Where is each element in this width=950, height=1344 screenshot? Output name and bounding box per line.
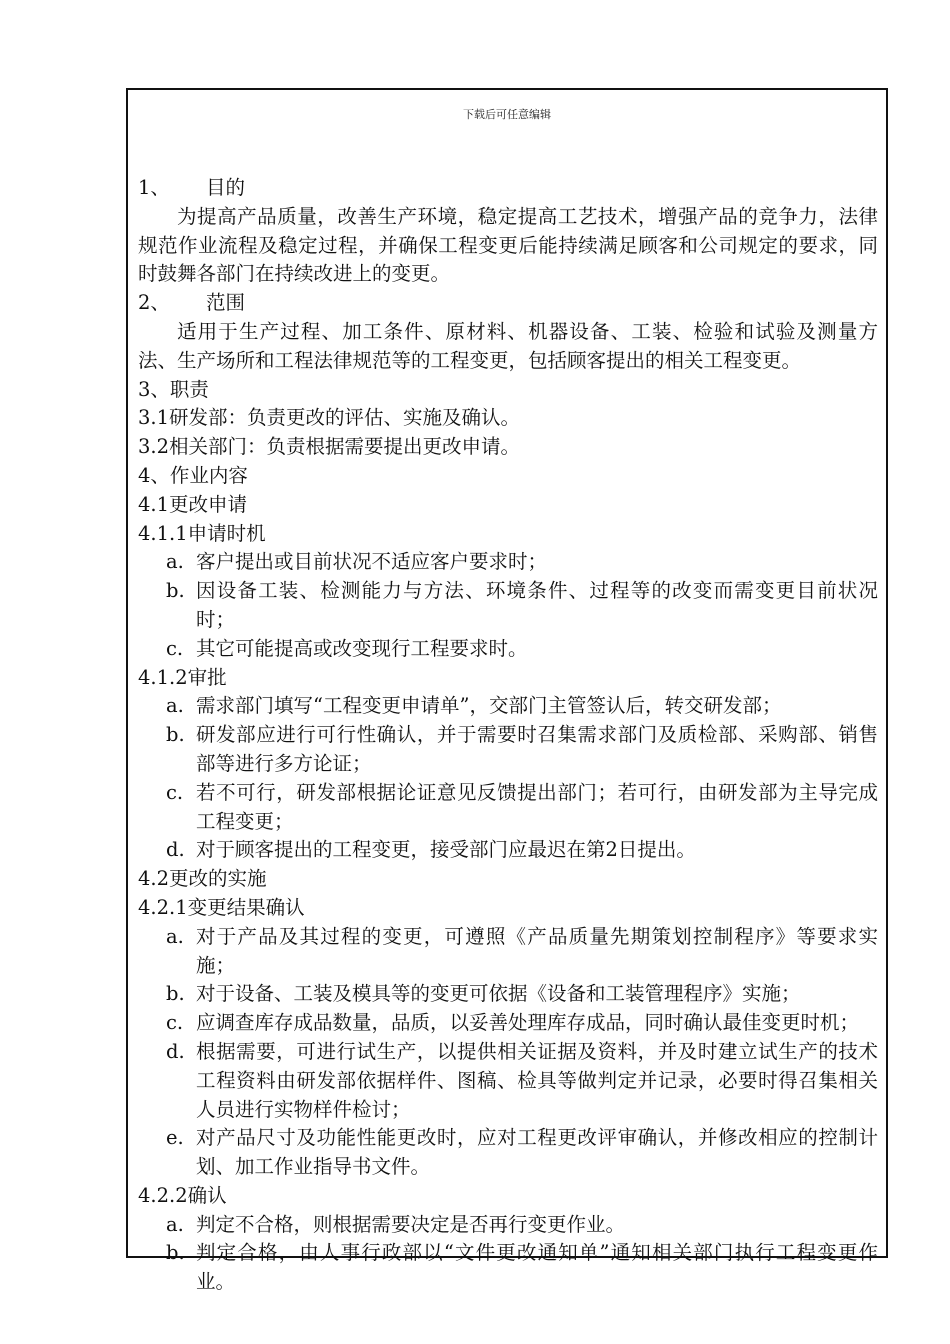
section-1-heading bbox=[138, 174, 878, 203]
list-item-marker: b. bbox=[166, 1241, 185, 1265]
section-1-paragraph: 为提高产品质量，改善生产环境，稳定提高工艺技术，增强产品的竞争力，法律规范作业流程及稳定过程，并确保工程变更后能持续满足顾客和公司规定的要求，同时鼓舞各部门在持续改进上的变更。 bbox=[138, 204, 878, 286]
list-item-text: 对于设备、工装及模具等的变更可依据《设备和工装管理程序》实施； bbox=[196, 982, 801, 1006]
list-item-text: 应调查库存成品数量，品质，以妥善处理库存成品，同时确认最佳变更时机； bbox=[196, 1011, 860, 1035]
section-4-2-1-heading: 4.2.1变更结果确认 bbox=[138, 895, 305, 919]
section-4-2-heading: 4.2更改的实施 bbox=[138, 867, 267, 891]
list-item bbox=[138, 1124, 878, 1182]
section-2-paragraph: 适用于生产过程、加工条件、原材料、机器设备、工装、检验和试验及测量方法、生产场所和工程法律规范等的工程变更，包括顾客提出的相关工程变更。 bbox=[138, 319, 878, 372]
list-item bbox=[138, 721, 878, 779]
list-item bbox=[138, 548, 878, 577]
list-item bbox=[138, 1239, 878, 1297]
list-item-marker: a. bbox=[166, 550, 184, 574]
section-4-2-2-heading: 4.2.2确认 bbox=[138, 1183, 227, 1207]
section-number: 2、 bbox=[138, 291, 170, 315]
list-item-text: 判定不合格，则根据需要决定是否再行变更作业。 bbox=[196, 1212, 626, 1236]
list-item-text: 对于顾客提出的工程变更，接受部门应最迟在第2日提出。 bbox=[196, 838, 696, 862]
section-number: 1、 bbox=[138, 176, 170, 199]
list-item bbox=[138, 1211, 878, 1240]
list-item-text: 需求部门填写“工程变更申请单”，交部门主管签认后，转交研发部； bbox=[196, 694, 782, 718]
section-4-1-heading: 4.1更改申请 bbox=[138, 492, 248, 516]
list-item-marker: a. bbox=[166, 924, 184, 948]
list-item-marker: a. bbox=[166, 694, 184, 718]
list-item-marker: b. bbox=[166, 723, 185, 747]
list-item-text: 判定合格，由人事行政部以“文件更改通知单”通知相关部门执行工程变更作业。 bbox=[196, 1241, 878, 1294]
section-4-heading: 4、作业内容 bbox=[138, 463, 248, 487]
list-item-marker: d. bbox=[166, 838, 185, 862]
list-item-text: 对于产品及其过程的变更，可遵照《产品质量先期策划控制程序》等要求实施； bbox=[196, 924, 878, 977]
list-item bbox=[138, 980, 878, 1009]
section-3-1: 3.1研发部：负责更改的评估、实施及确认。 bbox=[138, 406, 521, 430]
list-item-marker: d. bbox=[166, 1039, 185, 1063]
list-item bbox=[138, 692, 878, 721]
list-item-text: 因设备工装、检测能力与方法、环境条件、过程等的改变而需变更目前状况时； bbox=[196, 579, 878, 631]
list-item-text: 其它可能提高或改变现行工程要求时。 bbox=[196, 636, 528, 660]
list-4-1-1 bbox=[138, 548, 878, 663]
list-item-marker: c. bbox=[166, 1011, 184, 1035]
list-item-text: 研发部应进行可行性确认，并于需要时召集需求部门及质检部、采购部、销售部等进行多方论证； bbox=[196, 723, 878, 775]
list-item-marker: e. bbox=[166, 1126, 184, 1150]
header-note: 下载后可任意编辑 bbox=[463, 108, 551, 121]
list-4-2-1 bbox=[138, 923, 878, 1182]
section-4-1-2-heading: 4.1.2审批 bbox=[138, 665, 227, 689]
list-item bbox=[138, 923, 878, 981]
list-item-marker: c. bbox=[166, 780, 184, 804]
list-4-1-2 bbox=[138, 692, 878, 865]
section-3-heading: 3、职责 bbox=[138, 377, 209, 401]
list-item-marker: b. bbox=[166, 579, 185, 603]
list-item-text: 若不可行，研发部根据论证意见反馈提出部门；若可行，由研发部为主导完成工程变更； bbox=[196, 780, 878, 833]
list-item-marker: a. bbox=[166, 1212, 184, 1236]
list-item-text: 客户提出或目前状况不适应客户要求时； bbox=[196, 550, 548, 574]
list-item bbox=[138, 779, 878, 837]
section-3-2: 3.2相关部门：负责根据需要提出更改申请。 bbox=[138, 435, 521, 459]
section-title: 范围 bbox=[206, 291, 246, 315]
list-item bbox=[138, 635, 878, 664]
list-item bbox=[138, 1038, 878, 1124]
list-4-2-2 bbox=[138, 1211, 878, 1297]
section-2-heading bbox=[138, 289, 878, 318]
list-item bbox=[138, 836, 878, 865]
document-body bbox=[138, 174, 878, 1297]
list-item bbox=[138, 1009, 878, 1038]
document-frame bbox=[126, 88, 888, 1294]
list-item-text: 根据需要，可进行试生产，以提供相关证据及资料，并及时建立试生产的技术工程资料由研发部依据样件、图稿、检具等做判定并记录，必要时得召集相关人员进行实物样件检讨； bbox=[196, 1039, 878, 1121]
list-item-marker: b. bbox=[166, 982, 185, 1006]
list-item-marker: c. bbox=[166, 636, 184, 660]
list-item-text: 对产品尺寸及功能性能更改时，应对工程更改评审确认，并修改相应的控制计划、加工作业指导书文件。 bbox=[196, 1126, 878, 1179]
section-4-1-1-heading: 4.1.1申请时机 bbox=[138, 521, 266, 545]
list-item bbox=[138, 577, 878, 635]
section-title: 目的 bbox=[206, 176, 246, 199]
